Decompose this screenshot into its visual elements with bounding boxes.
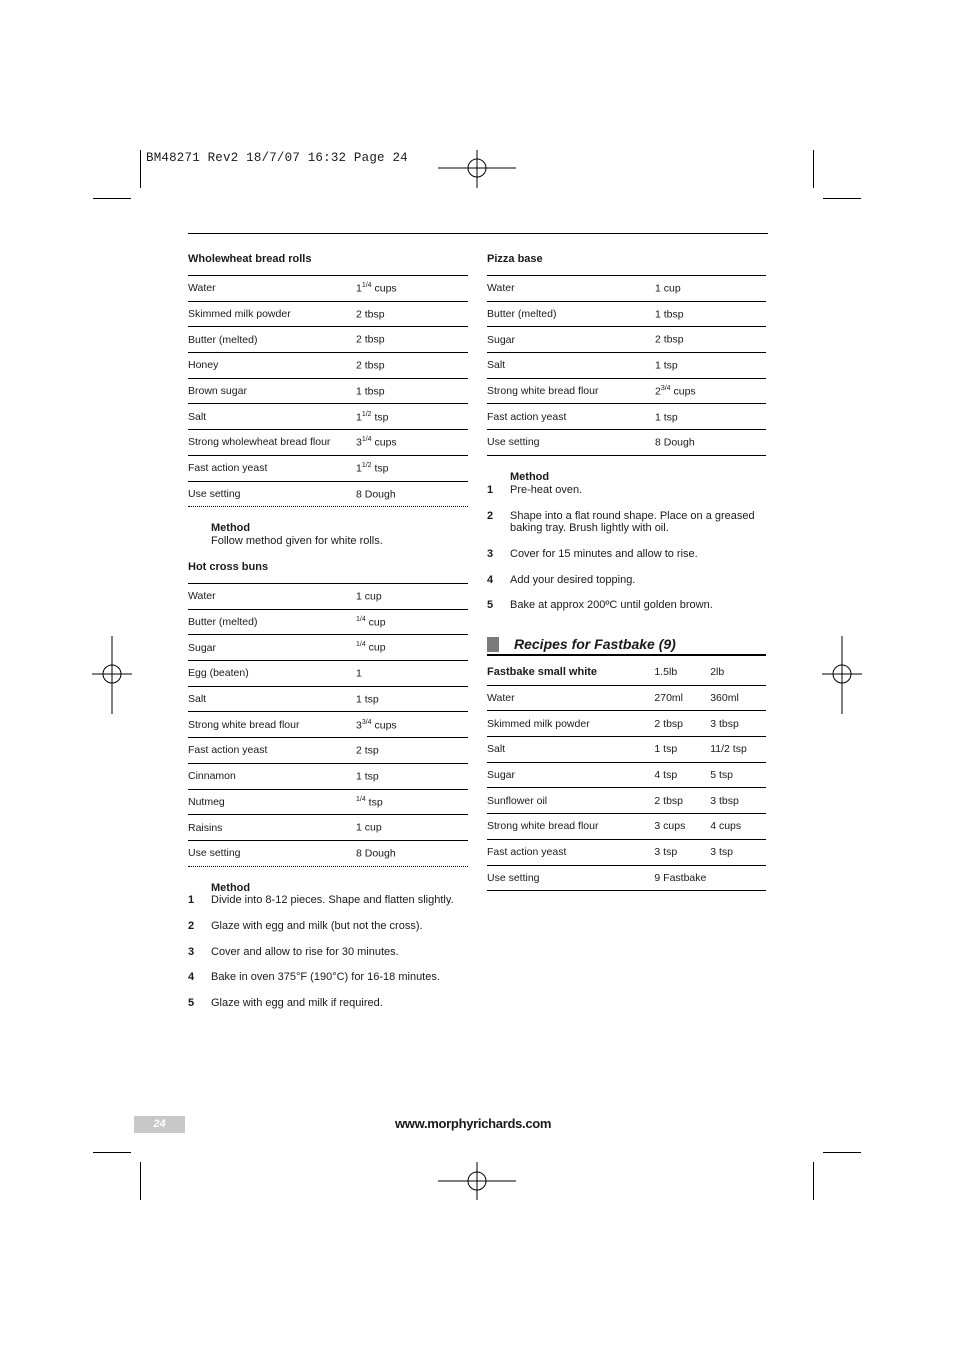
table-row (188, 482, 468, 508)
step-number: 3 (487, 548, 494, 560)
ingredients-table (487, 275, 766, 456)
ingredient-name: Fast action yeast (487, 846, 567, 859)
method-title: Method (510, 471, 550, 483)
ingredient-name: Butter (melted) (188, 333, 258, 346)
step-text: baking tray. Brush lightly with oil. (510, 522, 669, 534)
recipe-title: Pizza base (487, 253, 543, 265)
table-row (188, 790, 468, 816)
section-title: Recipes for Fastbake (9) (514, 636, 676, 652)
table-row (487, 686, 766, 712)
column-header: 1.5lb (654, 666, 678, 679)
ingredient-amount: $^{1/4}$ cup (356, 641, 386, 654)
step-number: 4 (188, 971, 195, 983)
ingredient-name: Sunflower oil (487, 794, 548, 807)
table-row (487, 866, 766, 892)
ingredient-amount: 8 Dough (655, 436, 695, 449)
ingredient-name: Water (188, 590, 216, 603)
ingredient-name: Fast action yeast (188, 744, 268, 757)
step-number: 3 (188, 946, 195, 958)
section-marker (487, 637, 499, 652)
ingredient-name: Water (487, 692, 515, 705)
amount-1-5lb: 2 tbsp (654, 794, 684, 807)
ingredient-name: Salt (487, 359, 506, 372)
ingredient-amount: 1 tsp (655, 411, 678, 424)
ingredient-name: Use setting (487, 871, 540, 884)
page-number: 24 (134, 1116, 185, 1133)
amount-1-5lb: 1 tsp (654, 743, 678, 756)
table-row (188, 584, 468, 610)
ingredient-amount: 8 Dough (356, 847, 396, 860)
step-text: Bake in oven 375°F (190°C) for 16-18 minutes. (211, 971, 440, 983)
ingredient-amount: $3^{3/4}$ cups (356, 718, 397, 732)
table-row (188, 738, 468, 764)
table-row (487, 404, 766, 430)
registration-mark-icon (438, 150, 518, 190)
column-header: Fastbake small white (487, 666, 598, 679)
ingredients-table (188, 275, 468, 507)
ingredient-name: Nutmeg (188, 795, 225, 808)
ingredient-name: Salt (487, 743, 506, 756)
amount-2lb: 3 tbsp (710, 717, 739, 730)
amount-2lb: 3 tsp (710, 846, 733, 859)
table-row (487, 379, 766, 405)
ingredient-amount: 1 tsp (356, 693, 379, 706)
ingredient-name: Butter (melted) (188, 616, 258, 629)
ingredient-name: Butter (melted) (487, 308, 557, 321)
ingredient-name: Salt (188, 410, 207, 423)
table-row (188, 610, 468, 636)
table-row (188, 764, 468, 790)
ingredient-name: Sugar (188, 641, 217, 654)
fastbake-table (487, 660, 766, 891)
ingredient-name: Honey (188, 359, 219, 372)
ingredient-name: Fast action yeast (188, 462, 268, 475)
ingredient-amount: 8 Dough (356, 488, 396, 501)
table-header-row (487, 660, 766, 686)
registration-mark-icon (92, 636, 132, 714)
table-row (487, 327, 766, 353)
table-row (188, 687, 468, 713)
ingredient-name: Skimmed milk powder (487, 717, 590, 730)
method-step (487, 510, 766, 536)
ingredient-amount: $2^{3/4}$ cups (655, 384, 696, 398)
step-number: 2 (188, 920, 195, 932)
amount-1-5lb: 270ml (654, 692, 684, 705)
ingredient-amount: 1 cup (356, 821, 382, 834)
step-text: Glaze with egg and milk (but not the cross). (211, 920, 423, 932)
ingredient-name: Use setting (188, 847, 241, 860)
ingredient-name: Brown sugar (188, 385, 247, 398)
crop-mark (140, 1162, 141, 1200)
table-row (487, 302, 766, 328)
step-number: 1 (487, 484, 494, 496)
amount-2lb: 11/2 tsp (710, 743, 747, 756)
ingredient-amount: 1 tbsp (356, 385, 385, 398)
table-row (188, 456, 468, 482)
table-row (487, 711, 766, 737)
table-row (487, 276, 766, 302)
top-rule (188, 233, 768, 234)
registration-mark-icon (438, 1162, 518, 1202)
step-number: 5 (188, 997, 195, 1009)
table-row (487, 763, 766, 789)
table-row (188, 635, 468, 661)
ingredient-amount: 1 cup (655, 282, 681, 295)
amount-1-5lb: 3 cups (654, 820, 686, 833)
ingredient-amount: 2 tsp (356, 744, 379, 757)
ingredient-name: Cinnamon (188, 770, 236, 783)
step-text: Shape into a flat round shape. Place on a greased (510, 510, 755, 522)
table-row (188, 661, 468, 687)
ingredient-amount: 1 tsp (356, 770, 379, 783)
ingredient-name: Skimmed milk powder (188, 308, 291, 321)
ingredient-amount: 2 tbsp (356, 359, 385, 372)
table-row (188, 430, 468, 456)
method-title: Method (211, 882, 251, 894)
crop-mark (93, 198, 131, 199)
ingredient-amount: 1 tsp (655, 359, 678, 372)
table-row (487, 814, 766, 840)
method-text: Follow method given for white rolls. (211, 535, 383, 547)
ingredient-name: Fast action yeast (487, 410, 567, 423)
crop-mark (823, 1152, 861, 1153)
step-text: Cover for 15 minutes and allow to rise. (510, 548, 698, 560)
column-header: 2lb (710, 666, 725, 679)
table-row (487, 737, 766, 763)
amount-1-5lb: 4 tsp (654, 769, 678, 782)
ingredient-amount: 1 tbsp (655, 308, 684, 321)
table-row (188, 815, 468, 841)
step-text: Divide into 8-12 pieces. Shape and flatten slightly. (211, 894, 454, 906)
ingredient-name: Water (188, 282, 216, 295)
table-row (188, 712, 468, 738)
amount-2lb: 360ml (710, 692, 739, 705)
ingredient-amount: $1^{1/2}$ tsp (356, 410, 389, 424)
ingredient-name: Raisins (188, 821, 223, 834)
ingredient-name: Salt (188, 693, 207, 706)
ingredient-name: Strong white bread flour (188, 718, 300, 731)
amount-2lb: 5 tsp (710, 769, 733, 782)
ingredient-name: Use setting (188, 487, 241, 500)
ingredient-name: Sugar (487, 333, 516, 346)
ingredient-amount: $^{1/4}$ tsp (356, 795, 383, 809)
ingredient-amount: 2 tbsp (356, 308, 385, 321)
ingredient-name: Strong wholewheat bread flour (188, 436, 331, 449)
website-link[interactable]: www.morphyrichards.com (395, 1116, 552, 1131)
crop-mark (813, 1162, 814, 1200)
registration-mark-icon (822, 636, 862, 714)
step-text: Add your desired topping. (510, 574, 636, 586)
ingredient-amount: $1^{1/2}$ tsp (356, 461, 389, 475)
ingredient-name: Use setting (487, 436, 540, 449)
recipe-title: Wholewheat bread rolls (188, 253, 312, 265)
amount-1-5lb: 3 tsp (654, 846, 678, 859)
table-row (188, 327, 468, 353)
amount-2lb: 4 cups (710, 820, 742, 833)
ingredient-amount: 1 (356, 667, 362, 680)
ingredients-table (188, 583, 468, 867)
table-row (188, 379, 468, 405)
ingredient-name: Water (487, 282, 515, 295)
step-number: 4 (487, 574, 494, 586)
table-row (188, 302, 468, 328)
table-row (188, 841, 468, 867)
crop-mark (140, 150, 141, 188)
step-text: Glaze with egg and milk if required. (211, 997, 383, 1009)
table-row (188, 404, 468, 430)
printer-slug: BM48271 Rev2 18/7/07 16:32 Page 24 (146, 151, 408, 165)
table-row (487, 840, 766, 866)
recipe-title: Hot cross buns (188, 561, 269, 573)
crop-mark (813, 150, 814, 188)
ingredient-amount: $^{1/4}$ cup (356, 615, 386, 629)
step-number: 5 (487, 599, 494, 611)
ingredient-name: Egg (beaten) (188, 667, 249, 680)
crop-mark (93, 1152, 131, 1153)
table-row (188, 353, 468, 379)
table-row (188, 276, 468, 302)
amount-1-5lb: 2 tbsp (654, 717, 684, 730)
ingredient-amount: $3^{1/4}$ cups (356, 436, 397, 449)
ingredient-name: Strong white bread flour (487, 385, 599, 398)
ingredient-amount: $1^{1/4}$ cups (356, 282, 397, 295)
table-row (487, 353, 766, 379)
step-number: 1 (188, 894, 195, 906)
step-text: Pre-heat oven. (510, 484, 583, 496)
amount-2lb: 3 tbsp (710, 794, 739, 807)
ingredient-name: Strong white bread flour (487, 820, 599, 833)
step-text: Cover and allow to rise for 30 minutes. (211, 946, 399, 958)
amount-1-5lb: 9 Fastbake (654, 871, 707, 884)
step-number: 2 (487, 510, 494, 522)
ingredient-name: Sugar (487, 769, 516, 782)
section-heading (487, 636, 766, 656)
ingredient-amount: 1 cup (356, 590, 382, 603)
ingredient-amount: 2 tbsp (356, 333, 385, 346)
table-row (487, 430, 766, 456)
ingredient-amount: 2 tbsp (655, 333, 684, 346)
table-row (487, 788, 766, 814)
step-text: Bake at approx 200ºC until golden brown. (510, 599, 713, 611)
method-title: Method (211, 522, 251, 534)
crop-mark (823, 198, 861, 199)
